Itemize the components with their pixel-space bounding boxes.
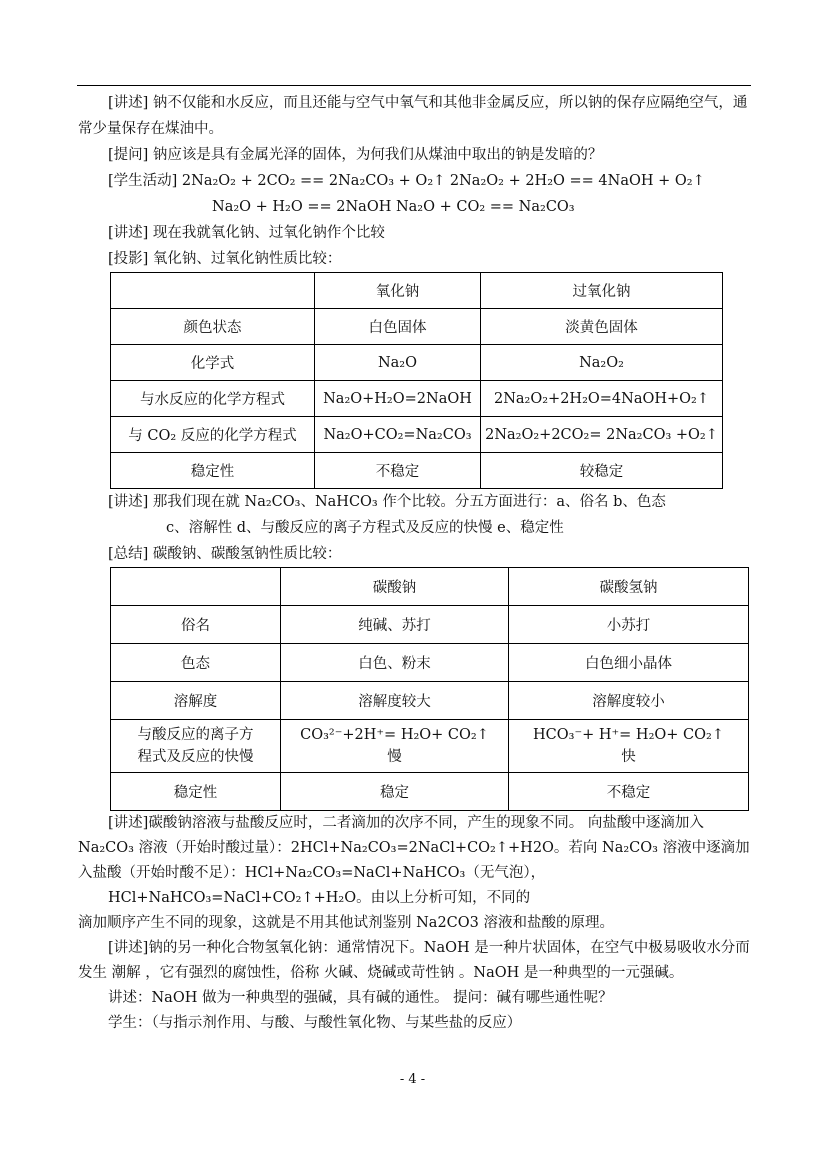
paragraph-conclusion: 滴加顺序产生不同的现象，这就是不用其他试剂鉴别 Na2CO3 溶液和盐酸的原理。 [78,915,614,931]
table-cell: 与 CO₂ 反应的化学方程式 [111,417,315,453]
table-header-row [111,568,749,606]
table-header-cell: 过氧化钠 [481,273,723,309]
table-header-cell: 碳酸钠 [281,568,509,606]
paragraph-narration-base: 讲述：NaOH 做为一种典型的强碱，具有碱的通性。 提问：碱有哪些通性呢？ [108,990,613,1006]
table-header-cell [111,273,315,309]
table-cell: 淡黄色固体 [481,309,723,345]
table-cell: 较稳定 [481,453,723,489]
table-header-row [111,273,723,309]
table-cell: 2Na₂O₂+2CO₂= 2Na₂CO₃ +O₂↑ [481,417,723,453]
table-cell: 俗名 [111,606,281,644]
table-cell: 不稳定 [509,773,749,811]
table-header-cell: 氧化钠 [315,273,481,309]
table-cell: CO₃²⁻+2H⁺= H₂O+ CO₂↑ 慢 [281,720,509,773]
paragraph-narration-compare: [讲述] 现在我就氧化钠、过氧化钠作个比较 [108,225,385,241]
carbonate-comparison-table [110,567,749,811]
table-cell: 溶解度较小 [509,682,749,720]
paragraph-aspects: c、溶解性 d、与酸反应的离子方程式及反应的快慢 e、稳定性 [166,520,564,536]
oxide-comparison-table [110,272,723,489]
table-row [111,453,723,489]
paragraph-projection: [投影] 氧化钠、过氧化钠性质比较： [108,251,342,267]
table-cell: 不稳定 [315,453,481,489]
table-row [111,773,749,811]
paragraph-summary: [总结] 碳酸钠、碳酸氢钠性质比较： [108,546,342,562]
table-row [111,644,749,682]
paragraph-equation-bicarbonate: HCl+NaHCO₃=NaCl+CO₂↑+H₂O。由以上分析可知，不同的 [108,890,531,906]
table-cell: 稳定 [281,773,509,811]
table-cell: 溶解度 [111,682,281,720]
table-row [111,682,749,720]
paragraph-narration-sodium: [讲述] 钠不仅能和水反应，而且还能与空气中氧气和其他非金属反应，所以钠的保存应隔绝空气，通常少量保存在煤油中。 [78,95,748,137]
table-cell: 白色细小晶体 [509,644,749,682]
table-header-cell [111,568,281,606]
table-row [111,606,749,644]
table-row [111,309,723,345]
paragraph-question: [提问] 钠应该是具有金属光泽的固体，为何我们从煤油中取出的钠是发暗的？ [108,147,603,163]
table-cell: 2Na₂O₂+2H₂O=4NaOH+O₂↑ [481,381,723,417]
table-row [111,417,723,453]
paragraph-student-activity: [学生活动] 2Na₂O₂ + 2CO₂ == 2Na₂CO₃ + O₂↑ 2Na₂O₂ + 2H₂O == 4NaOH + O₂↑ [108,173,705,189]
paragraph-student-answer: 学生：（与指示剂作用、与酸、与酸性氧化物、与某些盐的反应） [108,1015,522,1031]
document-body [78,90,752,1036]
table-cell: 颜色状态 [111,309,315,345]
table-cell: 化学式 [111,345,315,381]
table-row [111,381,723,417]
page-number: - 4 - [399,1072,426,1087]
table-cell: 与水反应的化学方程式 [111,381,315,417]
header-rule [77,85,751,86]
table-row [111,720,749,773]
table-cell: 与酸反应的离子方 程式及反应的快慢 [111,720,281,773]
table-cell: Na₂O+H₂O=2NaOH [315,381,481,417]
table-cell: HCO₃⁻+ H⁺= H₂O+ CO₂↑ 快 [509,720,749,773]
table-cell: 稳定性 [111,453,315,489]
table-header-cell: 碳酸氢钠 [509,568,749,606]
paragraph-narration-order: [讲述]碳酸钠溶液与盐酸反应时，二者滴加的次序不同，产生的现象不同。 向盐酸中逐滴加入 Na₂CO₃ 溶液（开始时酸过量）：2HCl+Na₂CO₃=2NaCl+CO₂↑+H2O。若向 Na₂CO₃ 溶液中逐滴加入盐酸（开始时酸不足）：HCl+Na₂CO₃=NaCl+NaHCO₃（无气泡）， [78,815,750,881]
table-cell: 白色固体 [315,309,481,345]
table-cell: 小苏打 [509,606,749,644]
table-row [111,345,723,381]
table-cell: 纯碱、苏打 [281,606,509,644]
table-cell: 稳定性 [111,773,281,811]
paragraph-narration-naoh: [讲述]钠的另一种化合物氢氧化钠：通常情况下。NaOH 是一种片状固体，在空气中极易吸收水分而发生 潮解 ，它有强烈的腐蚀性，俗称 火碱、烧碱或苛性钠 。NaOH 是一种典型的一元强碱。 [78,940,750,981]
table-cell: 白色、粉末 [281,644,509,682]
table-cell: Na₂O+CO₂=Na₂CO₃ [315,417,481,453]
paragraph-narration-carbonates: [讲述] 那我们现在就 Na₂CO₃、NaHCO₃ 作个比较。分五方面进行：a、俗名 b、色态 [108,494,666,510]
table-cell: 溶解度较大 [281,682,509,720]
paragraph-equations: Na₂O + H₂O == 2NaOH Na₂O + CO₂ == Na₂CO₃ [212,199,575,215]
table-cell: Na₂O [315,345,481,381]
table-cell: Na₂O₂ [481,345,723,381]
table-cell: 色态 [111,644,281,682]
